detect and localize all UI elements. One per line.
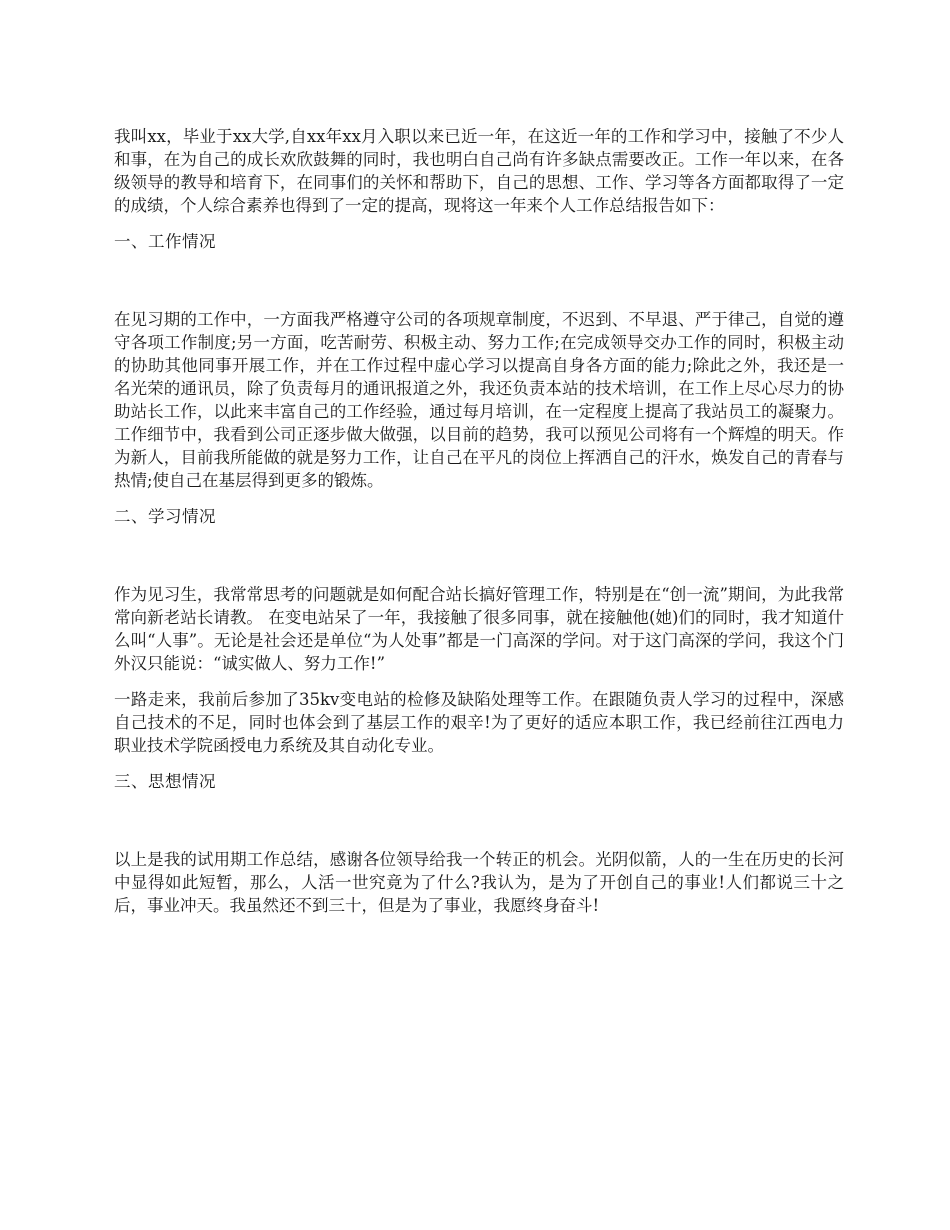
work-paragraph: 在见习期的工作中，一方面我严格遵守公司的各项规章制度，不迟到、不早退、严于律己，自觉的遵守各项工作制度;另一方面，吃苦耐劳、积极主动、努力工作;在完成领导交办工作的同时，积极主动的协助其他同事开展工作，并在工作过程中虚心学习以提高自身各方面的能力;除此之外，我还是一名光荣的通讯员，除了负责每月的通讯报道之外，我还负责本站的技术培训，在工作上尽心尽力的协助站长工作，以此来丰富自己的工作经验，通过每月培训，在一定程度上提高了我站员工的凝聚力。工作细节中，我看到公司正逐步做大做强，以目前的趋势，我可以预见公司将有一个辉煌的明天。作为新人，目前我所能做的就是努力工作，让自己在平凡的岗位上挥洒自己的汗水，焕发自己的青春与热情;使自己在基层得到更多的锻炼。 bbox=[114, 310, 844, 490]
intro-paragraph: 我叫xx，毕业于xx大学,自xx年xx月入职以来已近一年，在这近一年的工作和学习中，接触了不少人和事，在为自己的成长欢欣鼓舞的同时，我也明白自己尚有许多缺点需要改正。工作一年以来，在各级领导的教导和培育下，在同事们的关怀和帮助下，自己的思想、工作、学习等各方面都取得了一定的成绩，个人综合素养也得到了一定的提高，现将这一年来个人工作总结报告如下： bbox=[114, 127, 844, 215]
section-heading-study: 二、学习情况 bbox=[114, 507, 216, 526]
thought-paragraph: 以上是我的试用期工作总结，感谢各位领导给我一个转正的机会。光阴似箭，人的一生在历史的长河中显得如此短暂，那么，人活一世究竟为了什么?我认为，是为了开创自己的事业!人们都说三十之后，事业冲天。我虽然还不到三十，但是为了事业，我愿终身奋斗! bbox=[114, 850, 844, 915]
study-paragraph-2: 一路走来，我前后参加了35kv变电站的检修及缺陷处理等工作。在跟随负责人学习的过程中，深感自己技术的不足，同时也体会到了基层工作的艰辛!为了更好的适应本职工作，我已经前往江西电力职业技术学院函授电力系统及其自动化专业。 bbox=[114, 690, 844, 755]
study-paragraph-1: 作为见习生，我常常思考的问题就是如何配合站长搞好管理工作，特别是在“创一流”期间，为此我常常向新老站长请教。 在变电站呆了一年，我接触了很多同事，就在接触他(她)们的同时，我才知道什么叫“人事”。无论是社会还是单位“为人处事”都是一门高深的学问。对于这门高深的学问，我这个门外汉只能说：“诚实做人、努力工作!” bbox=[114, 585, 844, 673]
document-body bbox=[114, 125, 844, 917]
section-heading-thought: 三、思想情况 bbox=[114, 772, 216, 791]
section-heading-work: 一、工作情况 bbox=[114, 232, 216, 251]
